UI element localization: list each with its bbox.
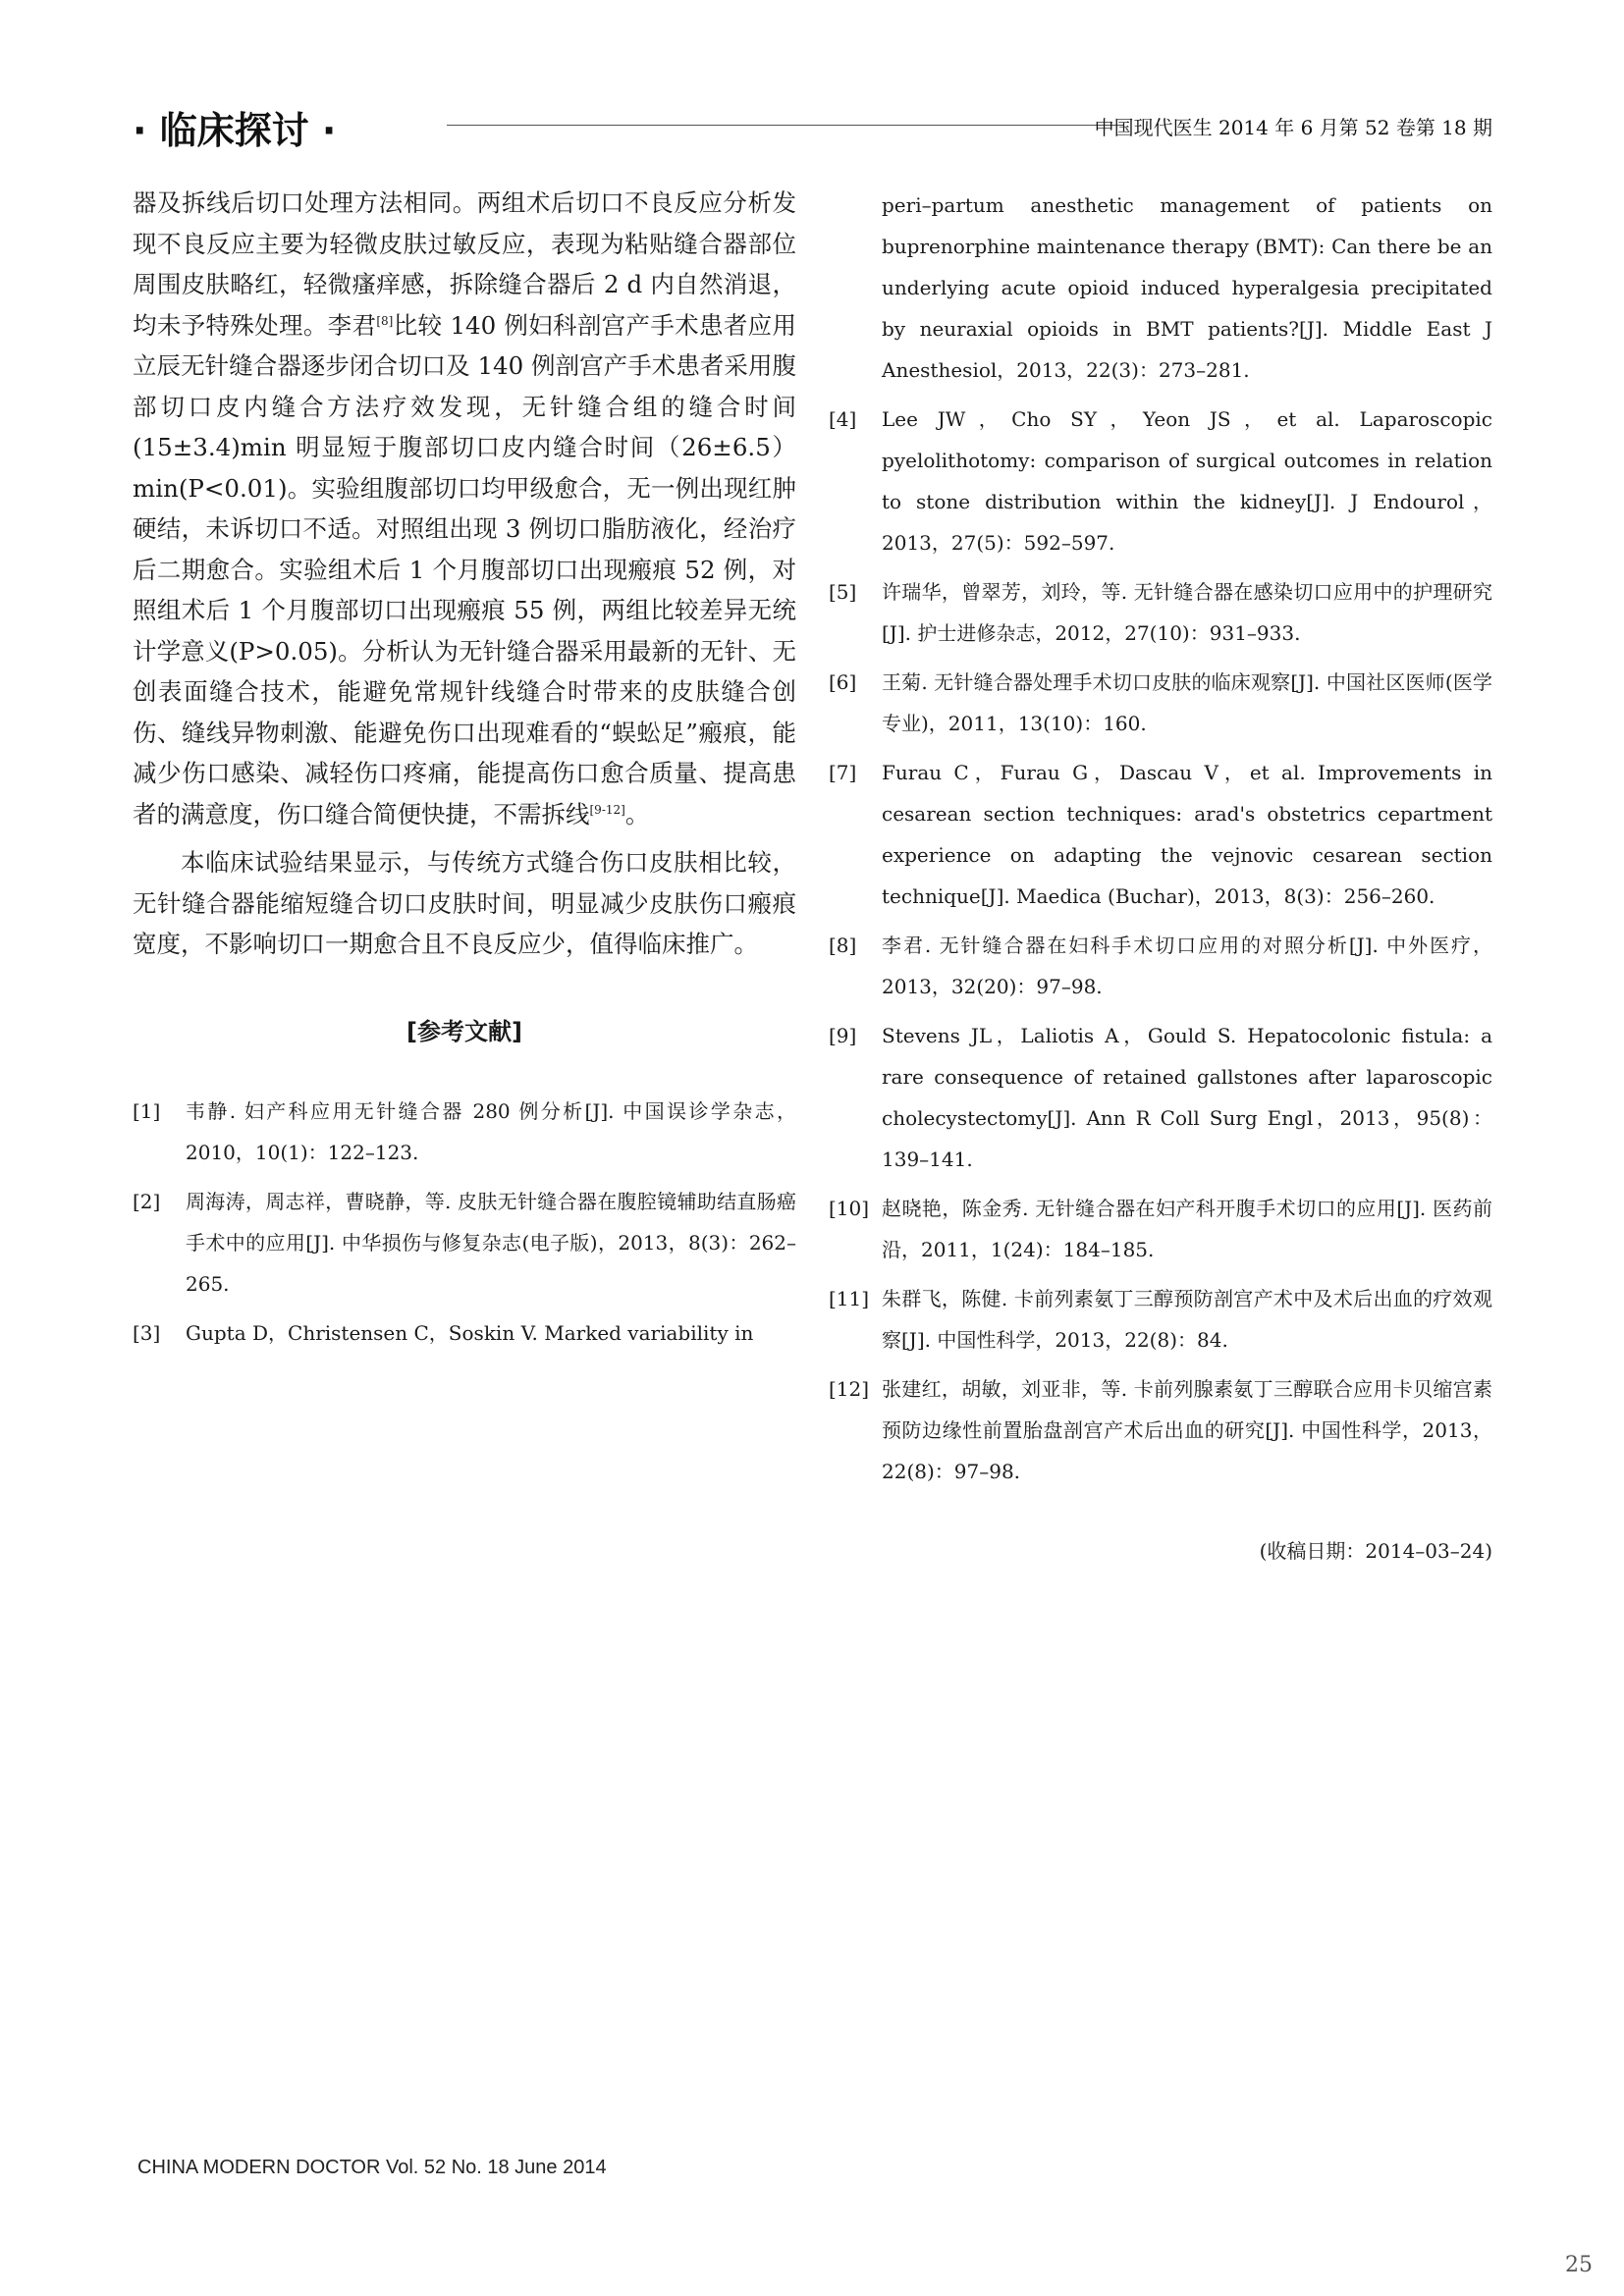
- citation-sup: [9-12]: [589, 802, 625, 817]
- reference-item: [829, 752, 1492, 917]
- body-paragraph: 本临床试验结果显示，与传统方式缝合伤口皮肤相比较，无针缝合器能缩短缝合切口皮肤时间，明显减少皮肤伤口瘢痕宽度，不影响切口一期愈合且不良反应少，值得临床推广。: [133, 848, 796, 958]
- reference-text: 赵晓艳，陈金秀. 无针缝合器在妇产科开腹手术切口的应用[J]. 医药前沿，2011，1(24)：184–185.: [882, 1197, 1492, 1261]
- reference-number: [10]: [829, 1197, 870, 1220]
- body-text: 。: [624, 799, 650, 828]
- reference-item: [829, 571, 1492, 654]
- journal-footer: CHINA MODERN DOCTOR Vol. 52 No. 18 June 2014: [137, 2157, 607, 2178]
- body-text: 器及拆线后切口处理方法相同。两组术后切口不良反应分析发现不良反应主要为轻微皮肤过敏反应，表现为粘贴缝合器部位周围皮肤略红，轻微瘙痒感，拆除缝合器后 2 d 内自然消退，均未予特殊处理。李君: [133, 188, 796, 340]
- reference-number: [4]: [829, 407, 857, 431]
- reference-text: Furau C，Furau G，Dascau V，et al. Improvements in cesarean section techniques: arad's obstetrics cepartment experience on adapting the vejnovic cesarean section technique[J]. Maedica (Buchar)，2013，8(3)：256–260.: [882, 761, 1492, 908]
- reference-text: 韦静. 妇产科应用无针缝合器 280 例分析[J]. 中国误诊学杂志，2010，10(1)：122–123.: [186, 1098, 796, 1164]
- reference-item: [829, 1368, 1492, 1492]
- reference-text: 许瑞华，曾翠芳，刘玲，等. 无针缝合器在感染切口应用中的护理研究[J]. 护士进修杂志，2012，27(10)：931–933.: [882, 580, 1492, 645]
- reference-item: [829, 925, 1492, 1007]
- reference-text: 朱群飞，陈健. 卡前列素氨丁三醇预防剖宫产术中及术后出血的疗效观察[J]. 中国性科学，2013，22(8)：84.: [882, 1287, 1492, 1352]
- reference-item: [133, 1312, 796, 1354]
- reference-number: [2]: [133, 1189, 161, 1213]
- reference-item: [133, 1181, 796, 1305]
- header-rule: [447, 125, 1124, 126]
- page-number: 25: [1565, 2253, 1593, 2277]
- reference-item: [829, 1278, 1492, 1361]
- left-column: [133, 183, 796, 1362]
- reference-number: [3]: [133, 1320, 161, 1345]
- reference-item: [829, 1015, 1492, 1180]
- reference-number: [12]: [829, 1377, 870, 1401]
- reference-number: [1]: [133, 1098, 161, 1123]
- citation-sup: [8]: [376, 313, 394, 328]
- reference-number: [9]: [829, 1024, 857, 1047]
- reference-text: Stevens JL，Laliotis A，Gould S. Hepatocolonic fistula: a rare consequence of retained gallstones after laparoscopic cholecystectomy[J]. Ann R Coll Surg Engl，2013，95(8)：139–141.: [882, 1024, 1492, 1171]
- body-paragraph: [133, 183, 796, 834]
- reference-number: [7]: [829, 761, 857, 784]
- journal-header: 中国现代医生 2014 年 6 月第 52 卷第 18 期: [1094, 116, 1492, 139]
- reference-item: [829, 1188, 1492, 1270]
- reference-text: 王菊. 无针缝合器处理手术切口皮肤的临床观察[J]. 中国社区医师(医学专业)，2011，13(10)：160.: [882, 670, 1492, 735]
- section-tag: · 临床探讨 ·: [133, 109, 337, 152]
- references-title: [参考文献]: [406, 1017, 522, 1045]
- reference-continuation: peri–partum anesthetic management of patients on buprenorphine maintenance therapy (BMT): Can there be an underlying acute opioid induced hyperalgesia precipitated by neuraxial opioids in BMT patients?[J]. Middle East J Anesthesiol，2013，22(3)：273–281.: [882, 193, 1492, 382]
- received-date: (收稿日期：2014–03–24): [1259, 1539, 1492, 1563]
- reference-item: [133, 1091, 796, 1173]
- reference-text: Lee JW，Cho SY，Yeon JS，et al. Laparoscopic pyelolithotomy: comparison of surgical outcomes in relation to stone distribution within the kidney[J]. J Endourol，2013，27(5)：592–597.: [882, 407, 1492, 555]
- page-header: [133, 101, 1492, 160]
- reference-number: [5]: [829, 580, 857, 604]
- reference-number: [11]: [829, 1287, 870, 1310]
- reference-number: [8]: [829, 934, 857, 957]
- reference-item: [829, 662, 1492, 744]
- reference-text: 李君. 无针缝合器在妇科手术切口应用的对照分析[J]. 中外医疗，2013，32(20)：97–98.: [882, 934, 1492, 998]
- right-column: [829, 185, 1492, 1567]
- reference-text: 周海涛，周志祥，曹晓静，等. 皮肤无针缝合器在腹腔镜辅助结直肠癌手术中的应用[J]. 中华损伤与修复杂志(电子版)，2013，8(3)：262–265.: [186, 1189, 796, 1296]
- body-text: 比较 140 例妇科剖宫产手术患者应用立辰无针缝合器逐步闭合切口及 140 例剖宫产手术患者采用腹部切口皮内缝合方法疗效发现，无针缝合组的缝合时间(15±3.4)min 明显短于腹部切口皮内缝合时间（26±6.5）min(P<0.01)。实验组腹部切口均甲级愈合，无一例出现红肿硬结，未诉切口不适。对照组出现 3 例切口脂肪液化，经治疗后二期愈合。实验组术后 1 个月腹部切口出现瘢痕 52 例，对照组术后 1 个月腹部切口出现瘢痕 55 例，两组比较差异无统计学意义(P>0.05)。分析认为无针缝合器采用最新的无针、无创表面缝合技术，能避免常规针线缝合时带来的皮肤缝合创伤、缝线异物刺激、能避免伤口出现难看的“蜈蚣足”瘢痕，能减少伤口感染、减轻伤口疼痛，能提高伤口愈合质量、提高患者的满意度，伤口缝合简便快捷，不需拆线: [133, 310, 797, 828]
- reference-number: [6]: [829, 670, 857, 694]
- reference-text: Gupta D，Christensen C，Soskin V. Marked variability in: [186, 1320, 754, 1345]
- reference-text: 张建红，胡敏，刘亚非，等. 卡前列腺素氨丁三醇联合应用卡贝缩宫素预防边缘性前置胎盘剖宫产术后出血的研究[J]. 中国性科学，2013，22(8)：97–98.: [882, 1377, 1492, 1483]
- reference-item: [829, 399, 1492, 563]
